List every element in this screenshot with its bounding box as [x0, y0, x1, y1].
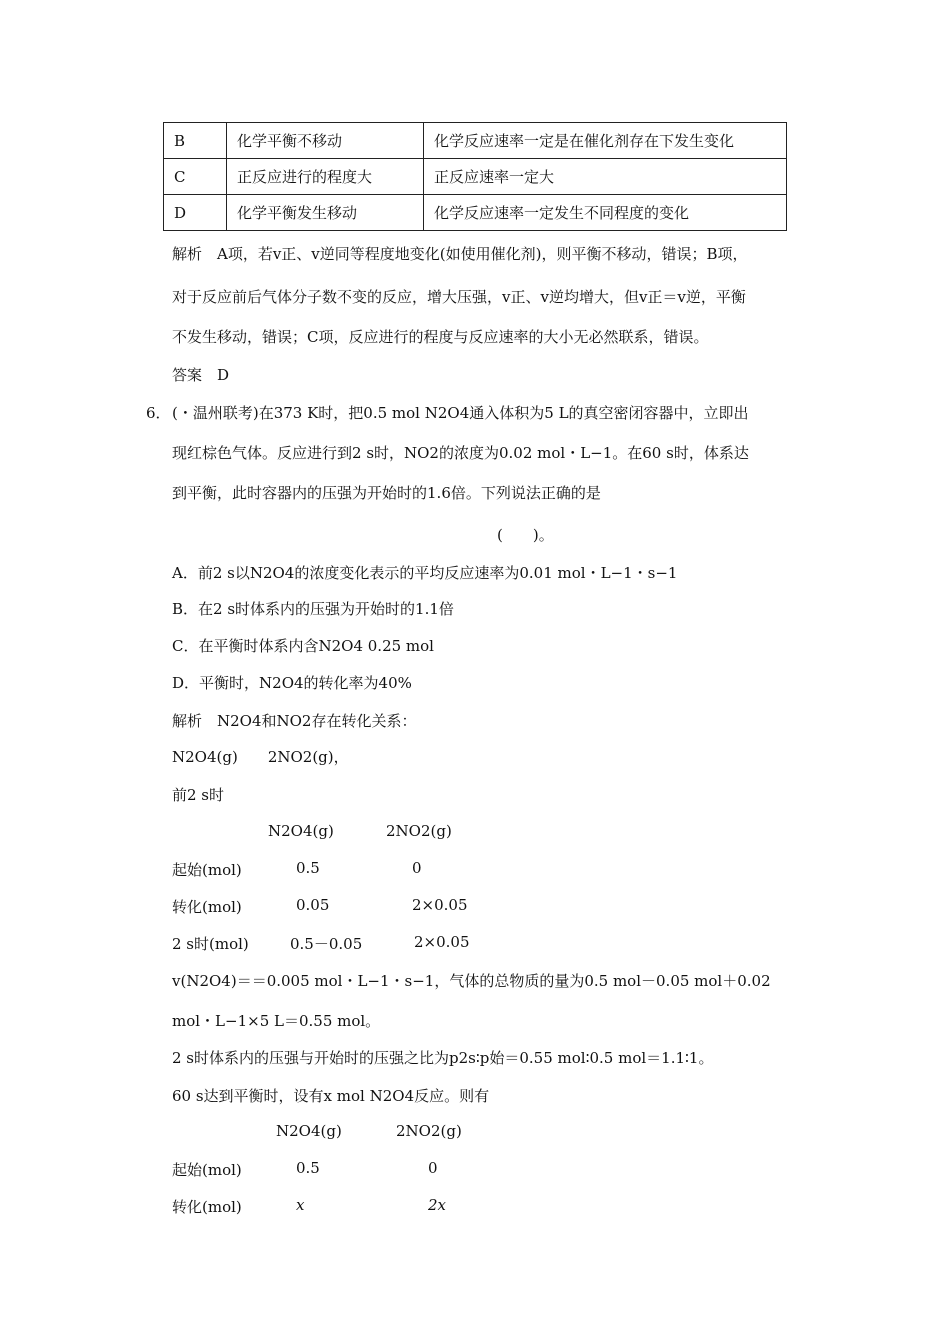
- table2-row-label: 起始(mol): [172, 1161, 242, 1179]
- table-row: [164, 123, 787, 159]
- options-table: [163, 122, 787, 231]
- q6-analysis-intro: 解析 N2O4和NO2存在转化关系：: [172, 712, 417, 730]
- table2-cell: 2x: [428, 1196, 447, 1214]
- q5-answer: 答案 D: [172, 366, 230, 384]
- equilibrium-intro-line: 60 s达到平衡时，设有x mol N2O4反应。则有: [172, 1087, 490, 1105]
- table-row: [164, 159, 787, 195]
- option-condition: 化学平衡不移动: [227, 123, 424, 159]
- option-letter: D: [164, 195, 227, 231]
- option-conclusion: 正反应速率一定大: [424, 159, 787, 195]
- reaction-equation: N2O4(g) 2NO2(g)，: [172, 748, 349, 766]
- table2-row-label: 转化(mol): [172, 1198, 242, 1216]
- option-letter: C: [164, 159, 227, 195]
- q5-analysis-line-1: 解析 A项，若v正、v逆同等程度地变化(如使用催化剂)，则平衡不移动，错误；B项，: [172, 245, 748, 263]
- table1-header-product: 2NO2(g): [386, 822, 452, 840]
- table1-row-label: 起始(mol): [172, 861, 242, 879]
- q6-number: 6．: [146, 404, 171, 422]
- table1-row-label: 2 s时(mol): [172, 935, 249, 953]
- table2-header-reactant: N2O4(g): [276, 1122, 342, 1140]
- option-condition: 化学平衡发生移动: [227, 195, 424, 231]
- table2-cell: x: [296, 1196, 305, 1214]
- q6-stem-line-2: 现红棕色气体。反应进行到2 s时，NO2的浓度为0.02 mol・L−1。在60 s时，体系达: [172, 444, 749, 462]
- option-conclusion: 化学反应速率一定是在催化剂存在下发生变化: [424, 123, 787, 159]
- q6-option-c: C．在平衡时体系内含N2O4 0.25 mol: [172, 637, 434, 655]
- table-row: [164, 195, 787, 231]
- table2-header-product: 2NO2(g): [396, 1122, 462, 1140]
- table1-header-reactant: N2O4(g): [268, 822, 334, 840]
- option-letter: B: [164, 123, 227, 159]
- q5-analysis-line-2: 对于反应前后气体分子数不变的反应，增大压强，v正、v逆均增大，但v正＝v逆，平衡: [172, 288, 746, 306]
- table2-cell: 0: [428, 1159, 438, 1177]
- table1-cell: 0.05: [296, 896, 330, 914]
- q6-option-a: A．前2 s以N2O4的浓度变化表示的平均反应速率为0.01 mol・L−1・s−1: [172, 564, 678, 582]
- option-conclusion: 化学反应速率一定发生不同程度的变化: [424, 195, 787, 231]
- table1-cell: 0.5－0.05: [290, 935, 363, 953]
- q6-stem-line-1: (・温州联考)在373 K时，把0.5 mol N2O4通入体积为5 L的真空密闭容器中，立即出: [172, 404, 749, 422]
- option-condition: 正反应进行的程度大: [227, 159, 424, 195]
- table1-cell: 2×0.05: [412, 896, 468, 914]
- table1-cell: 0.5: [296, 859, 320, 877]
- table1-cell: 0: [412, 859, 422, 877]
- table1-row-label: 转化(mol): [172, 898, 242, 916]
- rate-line-2: mol・L−1×5 L＝0.55 mol。: [172, 1012, 381, 1030]
- before-2s-label: 前2 s时: [172, 786, 225, 804]
- rate-line-1: v(N2O4)＝＝0.005 mol・L−1・s−1，气体的总物质的量为0.5 mol－0.05 mol＋0.02: [172, 972, 771, 990]
- q5-analysis-line-3: 不发生移动，错误；C项，反应进行的程度与反应速率的大小无必然联系，错误。: [172, 328, 709, 346]
- q6-option-b: B．在2 s时体系内的压强为开始时的1.1倍: [172, 600, 454, 618]
- q6-option-d: D．平衡时，N2O4的转化率为40%: [172, 674, 412, 692]
- table1-cell: 2×0.05: [414, 933, 470, 951]
- q6-answer-blank: ( )。: [497, 526, 554, 544]
- q6-stem-line-3: 到平衡，此时容器内的压强为开始时的1.6倍。下列说法正确的是: [172, 484, 601, 502]
- pressure-ratio-line: 2 s时体系内的压强与开始时的压强之比为p2s∶p始＝0.55 mol∶0.5 mol＝1.1∶1。: [172, 1049, 714, 1067]
- table2-cell: 0.5: [296, 1159, 320, 1177]
